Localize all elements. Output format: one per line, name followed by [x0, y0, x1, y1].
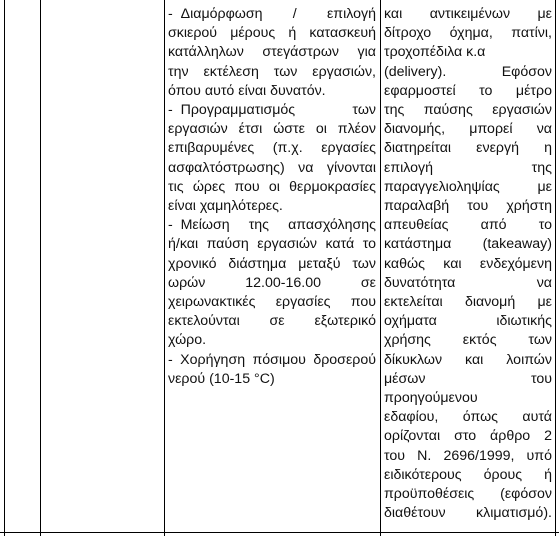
col3-line: ωρών 12.00-16.00 σε	[168, 274, 376, 291]
col3-line: χώρο.	[168, 332, 207, 349]
col4-line: (delivery). Εφόσον	[384, 63, 552, 80]
col3-line: εργασιών έτσι ώστε οι πλέον	[168, 121, 376, 138]
cell-col0-empty	[4, 0, 40, 532]
col3-line: - Διαμόρφωση / επιλογή	[168, 6, 376, 22]
col3-line: - Μείωση της απασχόλησης	[168, 217, 376, 234]
col4-line: διαθέτουν κλιματισμό).	[384, 505, 552, 522]
col4-line: καθώς και ενδεχόμενη	[384, 255, 552, 272]
col4-line: ειδικότερους όρους ή	[384, 466, 552, 483]
col4-line: παραγγελιοληψίας με	[384, 178, 552, 195]
col3-line: ή/και παύση εργασιών κατά το	[168, 236, 376, 253]
col3-line: νερού (10-15 °C)	[168, 370, 275, 387]
col4-line: προϋποθέσεις (εφόσον	[384, 486, 552, 502]
col4-line: προηγούμενου	[384, 390, 478, 406]
col4-line: και αντικειμένων με	[384, 6, 552, 22]
col3-line: χειρωνακτικές εργασίες που	[168, 294, 376, 310]
col4-line: παραλαβή του χρήστη	[384, 198, 552, 214]
col3-line: - Χορήγηση πόσιμου δροσερού	[168, 351, 376, 368]
col4-line: εφαρμοστεί το μέτρο	[384, 82, 552, 99]
col4-line: χρήσης εκτός των	[384, 332, 552, 349]
column-divider-3	[380, 0, 381, 536]
col4-line: τροχοπέδιλα κ.α	[384, 44, 486, 61]
col4-line: επιλογή της	[384, 159, 552, 176]
row-divider	[0, 532, 559, 533]
cell-col1-empty	[40, 0, 164, 532]
col3-line: είναι χαμηλότερες.	[168, 198, 283, 214]
col3-line: - Προγραμματισμός των	[168, 102, 376, 118]
col3-line: όπου αυτό είναι δυνατόν.	[168, 82, 326, 99]
col3-line: εκτελούνται σε εξωτερικό	[168, 313, 376, 330]
col4-line: μέσων του	[384, 370, 552, 387]
col3-line: κατάλληλων στεγάστρων για	[168, 44, 376, 61]
col3-line: τις ώρες που οι θερμοκρασίες	[168, 178, 376, 195]
col4-line: του Ν. 2696/1999, υπό	[384, 447, 552, 464]
col4-line: απευθείας από το	[384, 217, 552, 234]
col4-line: της παύσης εργασιών	[384, 102, 552, 118]
cell-measures-text	[168, 0, 376, 532]
cell-delivery-text	[384, 0, 552, 532]
col4-line: εδαφίου, όπως αυτά	[384, 409, 552, 426]
col4-line: εκτελείται διανομή με	[384, 294, 552, 310]
col3-line: ασφαλτόστρωσης) να γίνονται	[168, 159, 376, 176]
col4-line: διανομής, μπορεί να	[384, 121, 552, 138]
col4-line: οχήματα ιδιωτικής	[384, 313, 552, 330]
col3-line: χρονικό διάστημα μεταξύ των	[168, 255, 376, 272]
col4-line: δυνατότητα να	[384, 274, 552, 291]
col3-line: την εκτέλεση των εργασιών,	[168, 63, 376, 80]
column-divider-2	[164, 0, 165, 536]
col4-line: δίτροχο όχημα, πατίνι,	[384, 25, 552, 42]
table-border-right	[555, 0, 556, 536]
col4-line: κατάστημα (takeaway)	[384, 236, 552, 253]
col3-line: επιβαρυμένες (π.χ. εργασίες	[168, 140, 376, 157]
col4-line: δίκυκλων και λοιπών	[384, 351, 552, 368]
col3-line: σκιερού μέρους ή κατασκευή	[168, 25, 376, 42]
col4-line: διατηρείται ενεργή η	[384, 140, 552, 157]
col4-line: ορίζονται στο άρθρο 2	[384, 428, 552, 445]
